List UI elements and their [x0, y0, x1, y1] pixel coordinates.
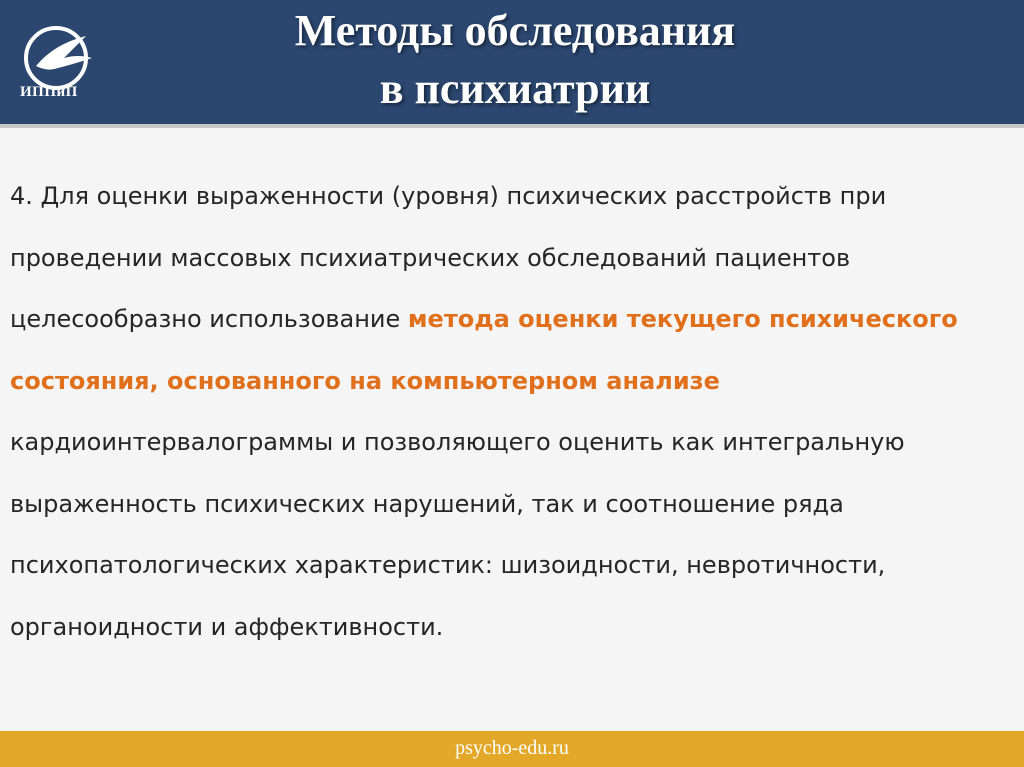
page-title [130, 2, 900, 118]
text-line-4 [10, 351, 1024, 413]
title-line-1: Методы обследования [294, 6, 736, 55]
footer-bar [0, 731, 1024, 767]
text-line-2: проведении массовых психиатрических обследований пациентов [10, 243, 851, 272]
logo-text: ИППиП [20, 84, 78, 100]
text-line-8: органоидности и аффективности. [10, 612, 444, 641]
text-line-3 [10, 289, 1024, 351]
highlight-method-part-1: метода оценки текущего психического [407, 305, 958, 333]
text-line-7: психопатологических характеристик: шизоидности, невротичности, [10, 551, 886, 579]
text-line-1: 4. Для оценки выраженности (уровня) психических расстройств при [10, 182, 887, 210]
text-line-6: выраженность психических нарушений, так и соотношение ряда [10, 489, 844, 518]
header-bar [0, 0, 1024, 128]
highlight-method-part-2: состояния, основанного на компьютерном анализе [10, 366, 720, 395]
title-line-2: в психиатрии [379, 64, 651, 113]
text-line-3-plain: целесообразно использование [10, 305, 408, 333]
footer-site-link[interactable]: psycho-edu.ru [455, 737, 569, 759]
text-line-5: кардиоинтервалограммы и позволяющего оценить как интегральную [10, 428, 905, 456]
slide-content [10, 166, 1024, 706]
